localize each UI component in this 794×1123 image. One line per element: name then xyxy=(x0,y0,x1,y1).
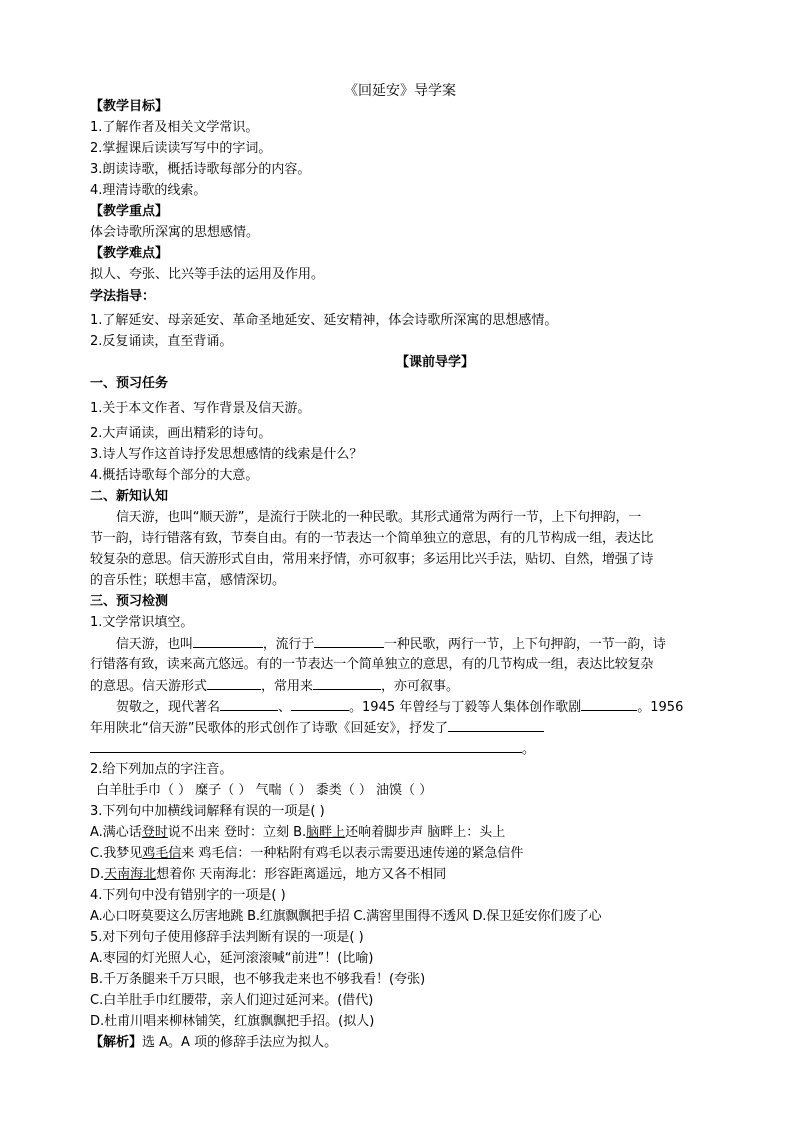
q3-option-d xyxy=(90,866,446,884)
focus-heading: 【教学重点】 xyxy=(90,204,169,219)
goal-item: 4.理清诗歌的线索。 xyxy=(90,183,207,198)
q5-option: A.枣园的灯光照人心，延河滚滚喊“前进”！(比喻) xyxy=(90,951,374,966)
focus-text: 体会诗歌所深寓的思想感情。 xyxy=(90,225,260,240)
goal-item: 3.朗读诗歌，概括诗歌每部分的内容。 xyxy=(90,162,311,177)
check-q3: 3.下列句中加横线词解释有误的一项是( ) xyxy=(90,804,325,819)
fill-text: ，亦可叙事。 xyxy=(381,679,460,694)
fill-text: 、 xyxy=(278,700,292,715)
method-item: 2.反复诵读，直至背诵。 xyxy=(90,334,233,349)
fill-blank[interactable] xyxy=(193,635,263,648)
preview-item: 3.诗人写作这首诗抒发思想感情的线索是什么？ xyxy=(90,447,363,462)
method-item: 1.了解延安、母亲延安、革命圣地延安、延安精神，体会诗歌所深寓的思想感情。 xyxy=(90,313,558,328)
fill-paragraph-2-line2 xyxy=(90,719,544,738)
fill-paragraph-2-line3 xyxy=(90,740,535,759)
fill-text: 。 xyxy=(522,742,536,757)
fill-text: 信天游，也叫 xyxy=(116,637,193,652)
preview-item: 1.关于本文作者、写作背景及信天游。 xyxy=(90,401,311,416)
difficulty-text: 拟人、夸张、比兴等手法的运用及作用。 xyxy=(90,267,325,282)
fill-blank[interactable] xyxy=(313,677,381,690)
newknow-line: 节一韵，诗行错落有致，节奏自由。有的一节表达一个简单独立的意思，有的几节构成一组，表达比 xyxy=(90,531,654,546)
preview-heading: 一、预习任务 xyxy=(90,376,169,391)
check-q1: 1.文学常识填空。 xyxy=(90,615,194,630)
newknow-heading: 二、新知认知 xyxy=(90,489,169,504)
fill-blank[interactable] xyxy=(314,635,384,648)
analysis xyxy=(90,1034,337,1052)
fill-blank[interactable] xyxy=(448,719,544,732)
q3-underlined-word: 鸡毛信 xyxy=(142,846,182,861)
fill-text: 一种民歌，两行一节，上下句押韵，一节一韵，诗 xyxy=(384,637,666,652)
preview-item: 4.概括诗歌每个部分的大意。 xyxy=(90,468,259,483)
fill-paragraph-1-line2: 行错落有致，读来高亢悠远。有的一节表达一个简单独立的意思，有的几节构成一组，表达比较复杂 xyxy=(90,657,654,672)
goal-item: 2.掌握课后读读写写中的字词。 xyxy=(90,141,272,156)
fill-text: 。1945 年曾经与丁毅等人集体创作歌剧 xyxy=(349,700,582,715)
fill-blank[interactable] xyxy=(90,740,522,753)
fill-text: ，流行于 xyxy=(262,637,315,652)
fill-paragraph-1 xyxy=(90,635,666,654)
newknow-line: 较复杂的意思。信天游形式自由，常用来抒情，亦可叙事；多运用比兴手法，贴切、自然，增强了诗 xyxy=(90,552,654,567)
fill-blank[interactable] xyxy=(207,677,261,690)
analysis-label: 【解析】 xyxy=(90,1035,143,1050)
q3-underlined-word: 脑畔上 xyxy=(306,825,346,840)
q3-text: 还响着脚步声 脑畔上：头上 xyxy=(345,825,506,840)
method-heading: 学法指导： xyxy=(90,289,156,304)
check-q5: 5.对下列句子使用修辞手法判断有误的一项是( ) xyxy=(90,930,364,945)
q3-text: 说不出来 登时：立刻 B. xyxy=(167,825,307,840)
check-q2: 2.给下列加点的字注音。 xyxy=(90,762,233,777)
newknow-line: 信天游，也叫“顺天游”，是流行于陕北的一种民歌。其形式通常为两行一节，上下句押韵，一 xyxy=(116,510,642,525)
page-title: 《回延安》导学案 xyxy=(344,83,456,99)
goals-heading: 【教学目标】 xyxy=(90,99,169,114)
q3-underlined-word: 登时 xyxy=(141,825,168,840)
preview-item: 2.大声诵读，画出精彩的诗句。 xyxy=(90,426,272,441)
q5-option: B.千万条腿来千万只眼，也不够我走来也不够我看！(夸张) xyxy=(90,972,426,987)
fill-paragraph-2 xyxy=(90,698,683,717)
q3-text: 来 鸡毛信：一种粘附有鸡毛以表示需要迅速传递的紧急信件 xyxy=(181,846,524,861)
newknow-line: 的音乐性；联想丰富，感情深切。 xyxy=(90,573,286,588)
fill-text: 的意思。信天游形式 xyxy=(90,679,208,694)
q4-options: A.心口呀莫要这么厉害地跳 B.红旗飘飘把手招 C.满窖里围得不透风 D.保卫延安你们废了心 xyxy=(90,909,602,924)
analysis-text: 选 A。A 项的修辞手法应为拟人。 xyxy=(142,1035,338,1050)
fill-text: 年用陕北“信天游”民歌体的形式创作了诗歌《回延安》，抒发了 xyxy=(90,721,448,736)
preclass-heading-text: 【课前导学】 xyxy=(395,355,474,370)
q3-text: C.我梦见 xyxy=(90,846,143,861)
goal-item: 1.了解作者及相关文学常识。 xyxy=(90,120,259,135)
preclass-heading xyxy=(90,354,710,372)
check-q2-items: 白羊肚手巾（ ） 糜子（ ） 气喘（ ） 黍类（ ） 油馍（ ） xyxy=(96,783,433,798)
difficulty-heading: 【教学难点】 xyxy=(90,246,169,261)
q3-underlined-word: 天南海北 xyxy=(104,867,157,882)
q3-option-ab xyxy=(90,824,505,842)
q3-option-c xyxy=(90,845,523,863)
check-q4: 4.下列句中没有错别字的一项是( ) xyxy=(90,888,286,903)
q3-text: A.满心话 xyxy=(90,825,142,840)
fill-text: 。1956 xyxy=(637,700,684,715)
fill-text: 贺敬之，现代著名 xyxy=(116,700,221,715)
fill-blank[interactable] xyxy=(291,698,349,711)
fill-blank[interactable] xyxy=(581,698,637,711)
q5-option: C.白羊肚手巾红腰带，亲人们迎过延河来。(借代) xyxy=(90,993,374,1008)
check-heading: 三、预习检测 xyxy=(90,594,169,609)
fill-blank[interactable] xyxy=(220,698,278,711)
fill-text: ，常用来 xyxy=(261,679,314,694)
q3-text: D. xyxy=(90,867,105,882)
q5-option: D.杜甫川唱来柳林铺笑，红旗飘飘把手招。(拟人) xyxy=(90,1014,375,1029)
fill-paragraph-1-line3 xyxy=(90,677,459,696)
q3-text: 想着你 天南海北：形容距离遥远，地方又各不相同 xyxy=(156,867,447,882)
